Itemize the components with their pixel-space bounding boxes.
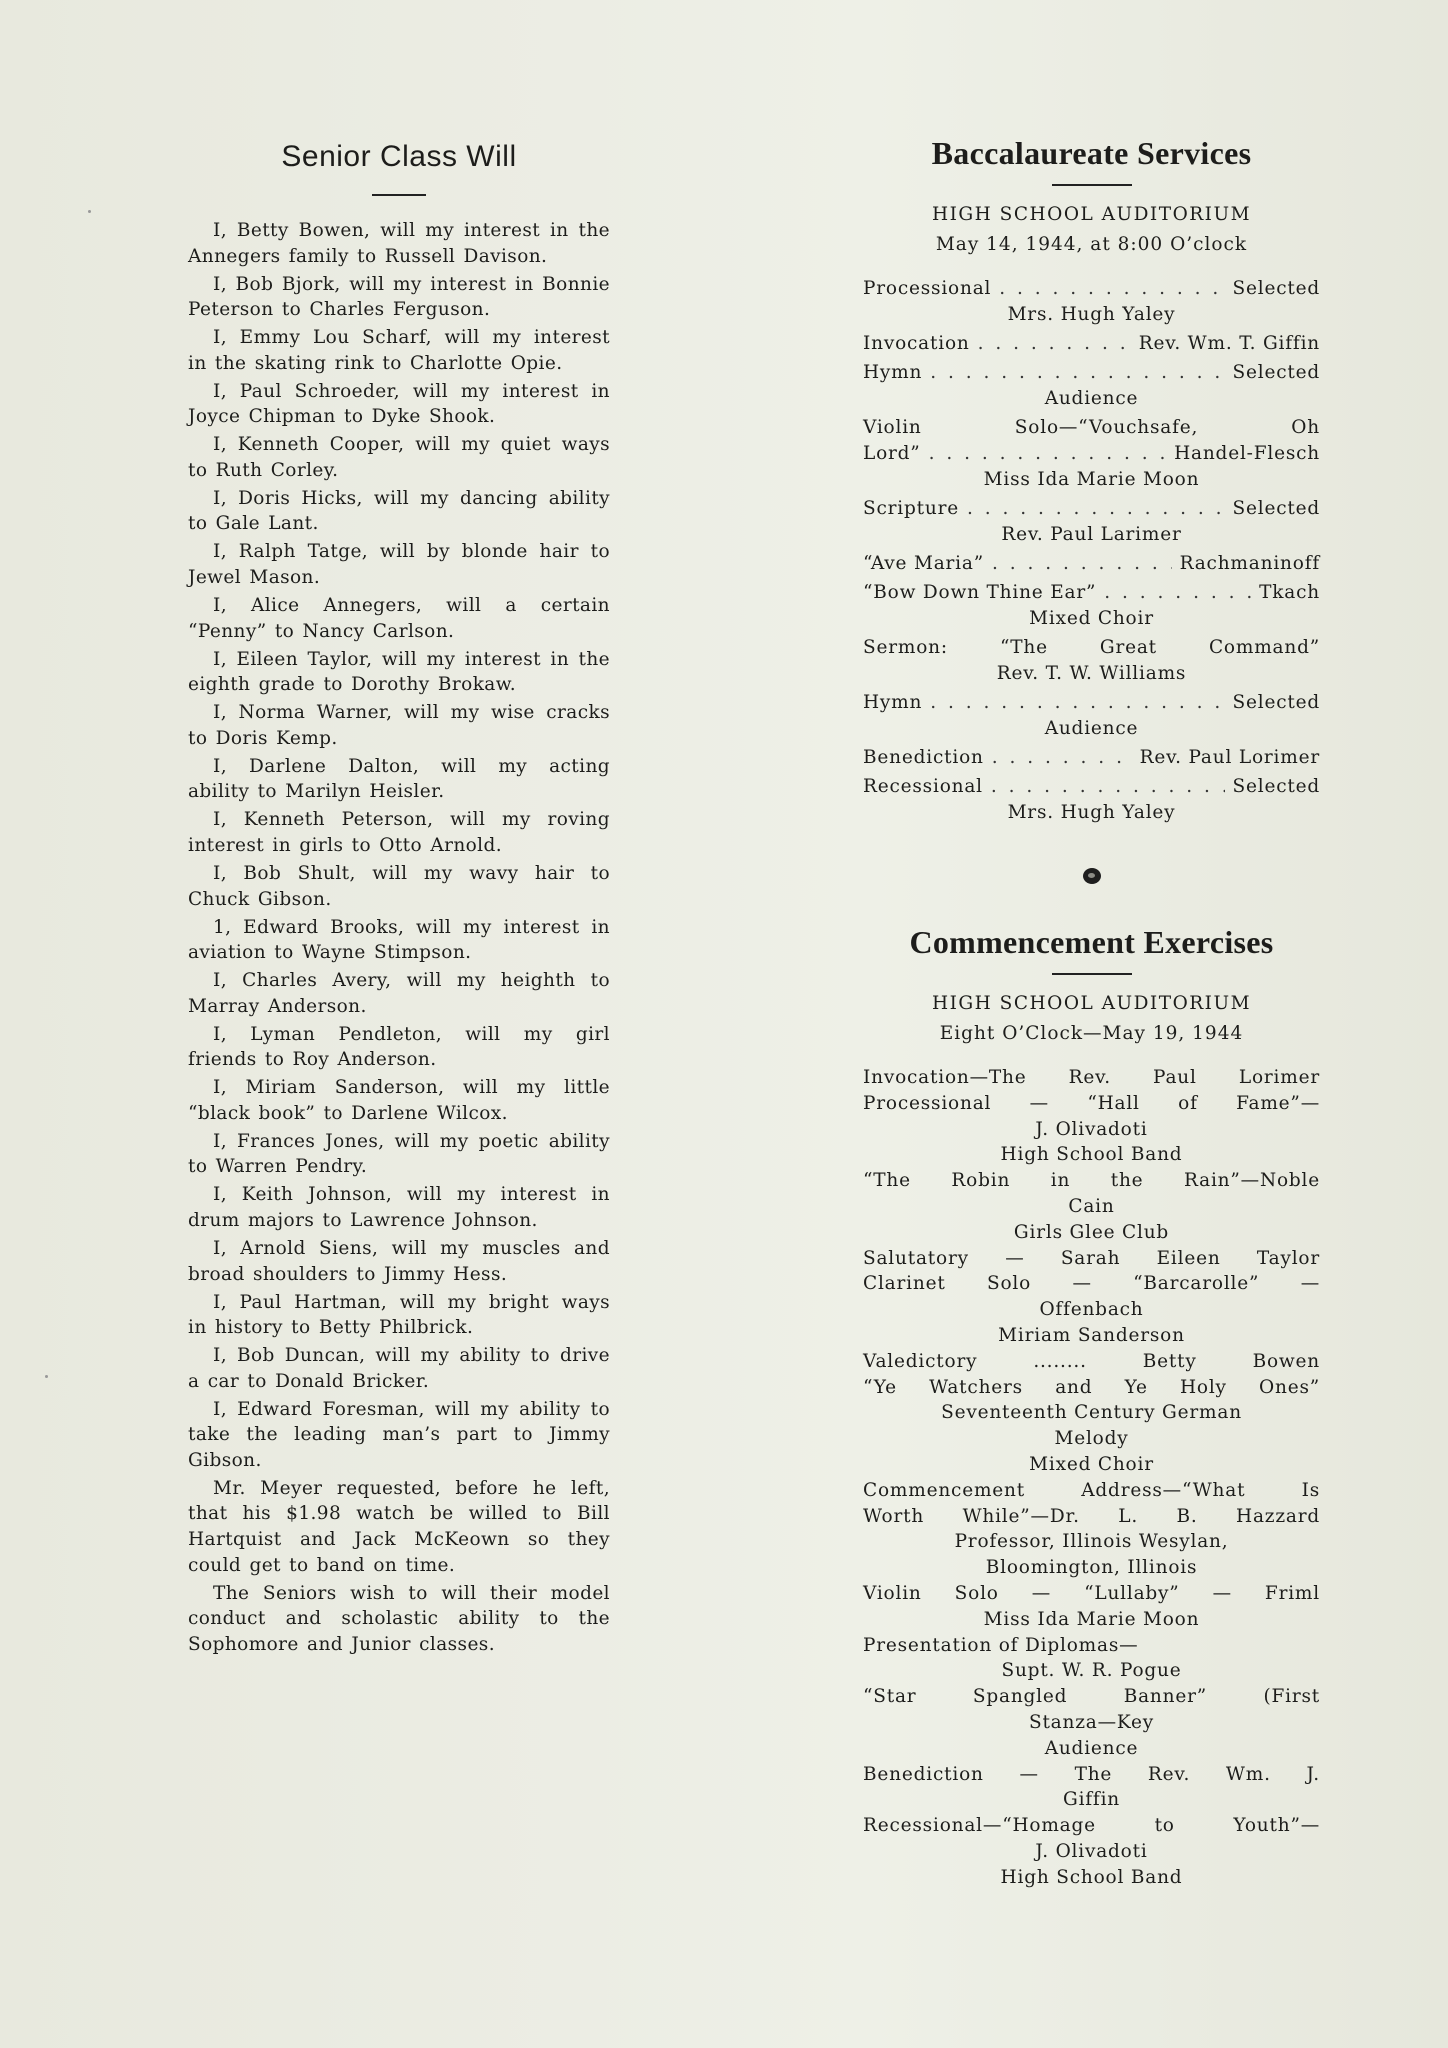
- program-part: “Bow Down Thine Ear”: [863, 582, 1097, 603]
- will-paragraph: I, Ralph Tatge, will by blonde hair to Jewel Mason.: [188, 541, 610, 589]
- program-line: [863, 580, 1320, 606]
- program-performer: Selected: [1232, 498, 1320, 519]
- baccalaureate-venue: HIGH SCHOOL AUDITORIUM: [931, 204, 1252, 225]
- program-line: Invocation—The Rev. Paul Lorimer: [863, 1067, 1320, 1088]
- program-line: [863, 496, 1320, 522]
- program-line: Worth While”—Dr. L. B. Hazzard: [863, 1505, 1320, 1527]
- program-line: [863, 331, 1320, 357]
- program-line: Miss Ida Marie Moon: [983, 1608, 1200, 1630]
- program-part: Invocation: [863, 333, 970, 354]
- will-paragraph: I, Frances Jones, will my poetic ability to Warren Pendry.: [188, 1130, 610, 1178]
- program-part: Lord”: [863, 443, 921, 464]
- title-divider: [372, 194, 426, 196]
- dot-leader: [1104, 580, 1251, 606]
- program-line: “Ye Watchers and Ye Holy Ones”: [863, 1376, 1320, 1398]
- commencement-section: [863, 924, 1320, 1891]
- program-performer: Handel-Flesch: [1174, 443, 1320, 464]
- program-performer: Selected: [1232, 692, 1320, 713]
- program-line: Giffin: [1062, 1789, 1121, 1811]
- will-paragraphs: [188, 218, 610, 1657]
- program-part: Recessional: [863, 776, 983, 797]
- program-line: Girls Glee Club: [1013, 1221, 1170, 1243]
- program-line: Clarinet Solo — “Barcarolle” —: [863, 1273, 1320, 1295]
- will-paragraph: Mr. Meyer requested, before he left, that his $1.98 watch be willed to Bill Hartquist and Jack McKeown so they could get to band on time.: [188, 1477, 610, 1576]
- commencement-date: Eight O’Clock—May 19, 1944: [939, 1023, 1244, 1044]
- program-performer: Selected: [1232, 776, 1320, 797]
- baccalaureate-section: [863, 135, 1320, 826]
- program-line: Violin Solo — “Lullaby” — Friml: [863, 1582, 1320, 1604]
- dot-leader: [992, 551, 1172, 577]
- title-divider: [1052, 973, 1132, 975]
- will-paragraph: I, Betty Bowen, will my interest in the Annegers family to Russell Davison.: [188, 220, 610, 267]
- program-line: Professor, Illinois Wesylan,: [954, 1531, 1229, 1553]
- will-paragraph: I, Bob Bjork, will my interest in Bonnie Peterson to Charles Ferguson.: [188, 273, 610, 321]
- program-line: Cain: [1068, 1195, 1115, 1217]
- program-item: [863, 360, 1320, 412]
- program-item: [863, 415, 1320, 493]
- program-line: [863, 276, 1320, 302]
- program-line: J. Olivadoti: [1035, 1118, 1148, 1140]
- program-part: Hymn: [863, 362, 923, 383]
- program-part: Processional: [863, 278, 992, 299]
- dot-leader: [999, 276, 1224, 302]
- program-line: Supt. W. R. Pogue: [1001, 1660, 1182, 1682]
- program-part: “Ave Maria”: [863, 553, 984, 574]
- will-paragraph: I, Arnold Siens, will my muscles and broad shoulders to Jimmy Hess.: [188, 1237, 610, 1285]
- program-item: [863, 774, 1320, 826]
- program-item: [863, 496, 1320, 548]
- program-credit: Rev. Paul Larimer: [1001, 524, 1182, 545]
- program-item: [863, 551, 1320, 577]
- program-performer: Rev. Wm. T. Giffin: [1138, 333, 1320, 354]
- program-item: [863, 690, 1320, 742]
- will-paragraph: I, Alice Annegers, will a certain “Penny” to Nancy Carlson.: [188, 595, 610, 642]
- dot-leader: [991, 774, 1225, 800]
- will-paragraph: The Seniors wish to will their model conduct and scholastic ability to the Sophomore and Junior classes.: [188, 1582, 610, 1655]
- commencement-program: [863, 1065, 1320, 1891]
- program-line: Stanza—Key: [1028, 1711, 1155, 1733]
- will-paragraph: I, Bob Shult, will my wavy hair to Chuck Gibson.: [188, 862, 610, 910]
- senior-will-title: Senior Class Will: [281, 140, 517, 173]
- program-line: J. Olivadoti: [1035, 1840, 1148, 1862]
- program-line: Sermon: “The Great Command”: [863, 637, 1320, 658]
- program-line: High School Band: [1000, 1144, 1183, 1166]
- program-line: Seventeenth Century German: [941, 1402, 1242, 1424]
- round-ornament-icon: [1083, 868, 1101, 884]
- baccalaureate-date: May 14, 1944, at 8:00 O’clock: [935, 234, 1248, 255]
- dot-leader: [992, 745, 1132, 771]
- will-paragraph: I, Paul Schroeder, will my interest in Joyce Chipman to Dyke Shook.: [188, 380, 610, 428]
- will-paragraph: I, Kenneth Cooper, will my quiet ways to Ruth Corley.: [188, 434, 610, 481]
- program-performer: Rev. Paul Lorimer: [1139, 747, 1320, 768]
- program-credit: Audience: [1044, 388, 1139, 409]
- will-paragraph: I, Norma Warner, will my wise cracks to Doris Kemp.: [188, 702, 610, 749]
- commencement-title: Commencement Exercises: [909, 924, 1274, 960]
- program-performer: Selected: [1232, 278, 1320, 299]
- program-part: Benediction: [863, 747, 984, 768]
- will-paragraph: I, Doris Hicks, will my dancing ability to Gale Lant.: [188, 487, 610, 535]
- will-paragraph: I, Bob Duncan, will my ability to drive a car to Donald Bricker.: [188, 1345, 610, 1392]
- senior-class-will-section: [188, 135, 610, 1660]
- program-item: [863, 276, 1320, 328]
- program-part: Hymn: [863, 692, 923, 713]
- program-line: Valedictory ........ Betty Bowen: [863, 1350, 1320, 1372]
- program-line: Presentation of Diplomas—: [863, 1634, 1139, 1656]
- program-line: Recessional—“Homage to Youth”—: [863, 1815, 1320, 1837]
- program-line: [863, 690, 1320, 716]
- program-line: [863, 745, 1320, 771]
- will-paragraph: I, Charles Avery, will my heighth to Marray Anderson.: [188, 970, 610, 1017]
- program-item: [863, 331, 1320, 357]
- program-line: Melody: [1054, 1428, 1129, 1450]
- will-paragraph: I, Kenneth Peterson, will my roving interest in girls to Otto Arnold.: [188, 809, 610, 856]
- will-paragraph: I, Miriam Sanderson, will my little “black book” to Darlene Wilcox.: [188, 1077, 610, 1124]
- dot-leader: [929, 441, 1167, 467]
- baccalaureate-program: [863, 276, 1320, 826]
- will-paragraph: I, Edward Foresman, will my ability to take the leading man’s part to Jimmy Gibson.: [188, 1398, 610, 1471]
- program-item: [863, 635, 1320, 687]
- program-line: “Star Spangled Banner” (First: [863, 1686, 1320, 1708]
- program-line: [863, 774, 1320, 800]
- program-credit: Miss Ida Marie Moon: [983, 469, 1200, 490]
- program-line: [863, 551, 1320, 577]
- program-line: [863, 360, 1320, 386]
- program-column: [863, 135, 1320, 1891]
- program-credit: Mrs. Hugh Yaley: [1007, 802, 1176, 823]
- program-line: Commencement Address—“What Is: [863, 1479, 1320, 1501]
- will-paragraph: I, Lyman Pendleton, will my girl friends to Roy Anderson.: [188, 1023, 610, 1071]
- dot-leader: [978, 331, 1131, 357]
- dot-leader: [967, 496, 1225, 522]
- will-paragraph: I, Emmy Lou Scharf, will my interest in the skating rink to Charlotte Opie.: [188, 327, 610, 374]
- program-line: Benediction — The Rev. Wm. J.: [863, 1763, 1320, 1785]
- will-paragraph: I, Eileen Taylor, will my interest in the eighth grade to Dorothy Brokaw.: [188, 648, 610, 696]
- will-paragraph: I, Darlene Dalton, will my acting ability to Marilyn Heisler.: [188, 755, 610, 803]
- program-item: [863, 580, 1320, 632]
- program-line: Audience: [1044, 1737, 1139, 1759]
- program-part: Scripture: [863, 498, 959, 519]
- will-paragraph: I, Keith Johnson, will my interest in drum majors to Lawrence Johnson.: [188, 1184, 610, 1231]
- program-line: Bloomington, Illinois: [985, 1557, 1198, 1579]
- program-line: Mixed Choir: [1029, 1453, 1154, 1475]
- program-performer: Tkach: [1259, 582, 1320, 603]
- program-credit: Mixed Choir: [1029, 608, 1154, 629]
- program-line: Processional — “Hall of Fame”—: [863, 1092, 1320, 1114]
- dot-leader: [930, 690, 1224, 716]
- commencement-venue: HIGH SCHOOL AUDITORIUM: [931, 993, 1252, 1014]
- will-paragraph: 1, Edward Brooks, will my interest in aviation to Wayne Stimpson.: [188, 916, 610, 964]
- program-credit: Mrs. Hugh Yaley: [1007, 304, 1176, 325]
- program-line: High School Band: [1000, 1866, 1183, 1888]
- program-line: Miriam Sanderson: [998, 1324, 1185, 1346]
- paper-speck: [88, 210, 91, 213]
- program-credit: Audience: [1044, 718, 1139, 739]
- program-item: [863, 745, 1320, 771]
- program-line: Violin Solo—“Vouchsafe, Oh: [863, 417, 1320, 438]
- dot-leader: [930, 360, 1224, 386]
- program-credit: Rev. T. W. Williams: [996, 663, 1187, 684]
- program-performer: Selected: [1232, 362, 1320, 383]
- baccalaureate-title: Baccalaureate Services: [931, 135, 1252, 171]
- program-line: “The Robin in the Rain”—Noble: [863, 1170, 1320, 1192]
- program-performer: Rachmaninoff: [1179, 553, 1320, 574]
- title-divider: [1052, 184, 1132, 186]
- will-paragraph: I, Paul Hartman, will my bright ways in history to Betty Philbrick.: [188, 1291, 610, 1339]
- paper-speck: [45, 1375, 48, 1378]
- program-line: [863, 441, 1320, 467]
- program-line: Offenbach: [1039, 1299, 1144, 1321]
- program-line: Salutatory — Sarah Eileen Taylor: [863, 1247, 1320, 1269]
